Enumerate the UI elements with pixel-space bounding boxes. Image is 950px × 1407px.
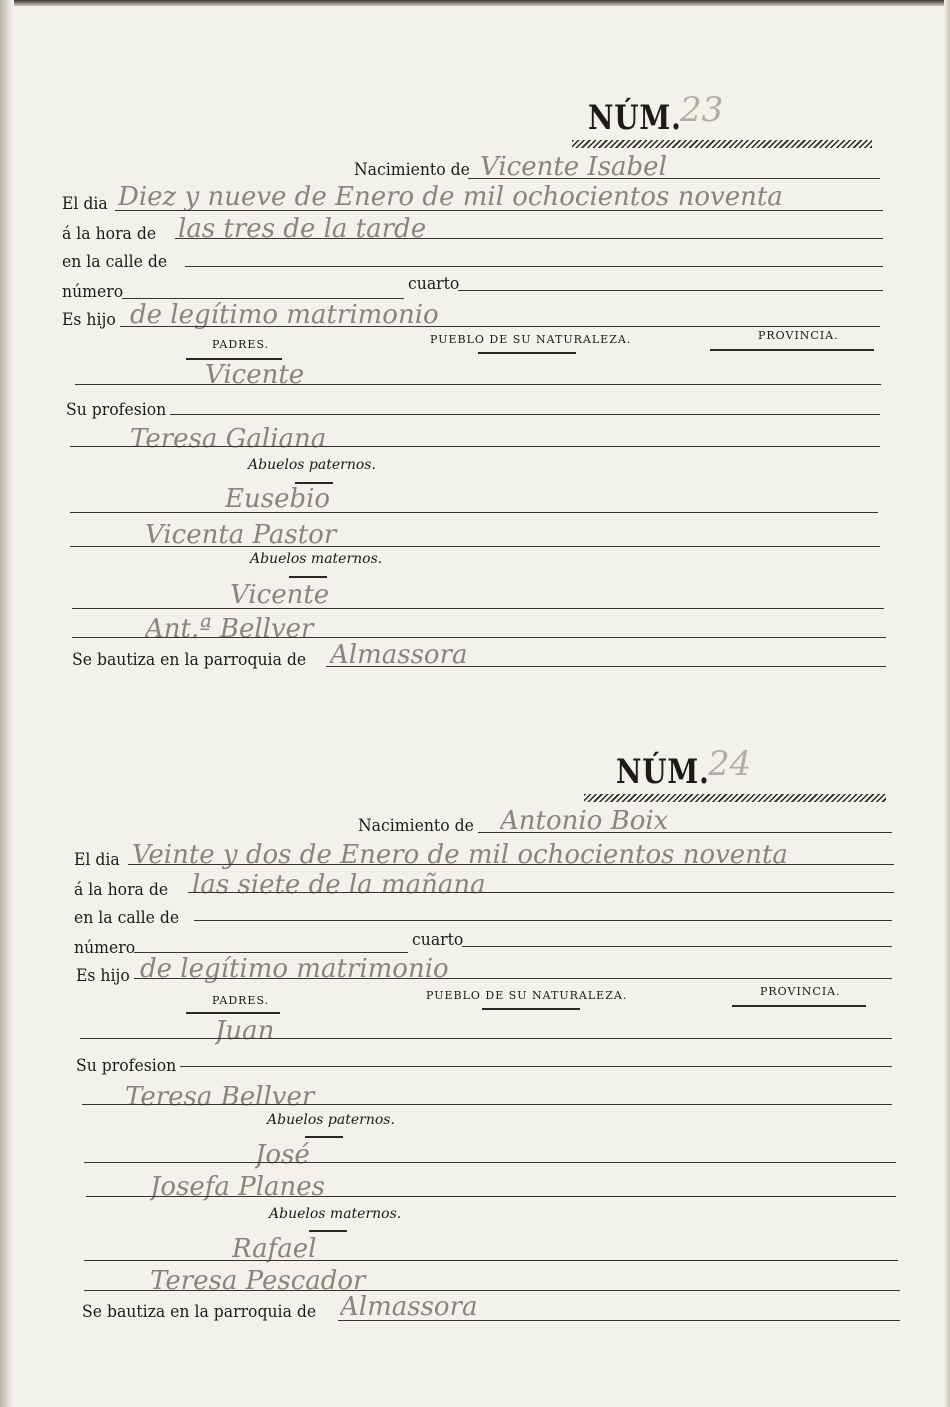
pueblo-header: PUEBLO DE SU NATURALEZA.	[430, 333, 632, 346]
num-value: 23	[680, 90, 724, 130]
es-hijo-value: de legítimo matrimonio	[140, 954, 449, 984]
dia-label: El dia	[62, 194, 108, 214]
abuelo-materno-1-line	[84, 1260, 898, 1261]
padres-underline	[186, 1012, 280, 1014]
abuelo-materno-1-value: Vicente	[230, 580, 330, 610]
dia-value: Diez y nueve de Enero de mil ochocientos noventa	[118, 182, 783, 212]
nacimiento-value: Antonio Boix	[500, 806, 669, 836]
abuelo-materno-2-value: Teresa Pescador	[150, 1266, 366, 1296]
abuelo-paterno-2-value: Vicenta Pastor	[145, 520, 337, 550]
abuelos-maternos-underline	[289, 576, 327, 578]
abuelo-paterno-2-value: Josefa Planes	[150, 1172, 325, 1202]
parroquia-label: Se bautiza en la parroquia de	[72, 650, 307, 670]
calle-line	[194, 920, 892, 921]
nacimiento-label: Nacimiento de	[354, 160, 470, 180]
hora-label: á la hora de	[74, 880, 169, 900]
pueblo-header: PUEBLO DE SU NATURALEZA.	[426, 989, 628, 1002]
abuelos-maternos-label: Abuelos maternos.	[250, 551, 383, 567]
numero-label: número	[74, 938, 136, 958]
numero-line	[122, 298, 404, 299]
abuelo-materno-2-line	[84, 1290, 900, 1291]
entry-number	[616, 744, 752, 792]
provincia-underline	[732, 1005, 866, 1007]
abuelo-materno-2-line	[72, 637, 886, 638]
abuelo-paterno-2-line	[70, 546, 880, 547]
num-value: 24	[708, 744, 752, 784]
abuelo-paterno-1-line	[84, 1162, 896, 1163]
padre-value: Juan	[215, 1016, 275, 1046]
dia-line	[128, 864, 894, 865]
hora-value: las siete de la mañana	[192, 870, 486, 900]
madre-line	[82, 1104, 892, 1105]
hora-value: las tres de la tarde	[178, 214, 427, 244]
calle-label: en la calle de	[74, 908, 180, 928]
es-hijo-label: Es hijo	[76, 966, 130, 986]
abuelos-maternos-underline	[309, 1230, 347, 1232]
padre-line	[75, 384, 881, 385]
num-ornament	[584, 794, 886, 802]
num-label: NÚM.	[588, 98, 682, 138]
nacimiento-value: Vicente Isabel	[480, 152, 667, 182]
abuelos-maternos-label: Abuelos maternos.	[269, 1206, 402, 1222]
abuelo-paterno-2-line	[86, 1196, 896, 1197]
es-hijo-line	[120, 326, 880, 327]
nacimiento-line	[478, 832, 892, 833]
nacimiento-line	[468, 178, 880, 179]
hora-line	[188, 892, 894, 893]
es-hijo-value: de legítimo matrimonio	[130, 300, 439, 330]
num-label: NÚM.	[616, 752, 710, 792]
hora-line	[175, 238, 883, 239]
provincia-header: PROVINCIA.	[758, 329, 839, 342]
provincia-header: PROVINCIA.	[760, 985, 841, 998]
es-hijo-label: Es hijo	[62, 310, 116, 330]
madre-value: Teresa Galiana	[130, 424, 327, 454]
profesion-label: Su profesion	[66, 400, 167, 420]
parroquia-label: Se bautiza en la parroquia de	[82, 1302, 317, 1322]
abuelos-paternos-label: Abuelos paternos.	[267, 1112, 395, 1128]
num-ornament	[572, 140, 872, 148]
cuarto-line	[458, 290, 883, 291]
profesion-line	[180, 1066, 892, 1067]
padre-line	[80, 1038, 892, 1039]
hora-label: á la hora de	[62, 224, 157, 244]
entry-number	[588, 90, 724, 138]
dia-label: El dia	[74, 850, 120, 870]
pueblo-underline	[478, 352, 576, 354]
provincia-underline	[710, 349, 874, 351]
numero-label: número	[62, 282, 124, 302]
nacimiento-label: Nacimiento de	[358, 816, 474, 836]
profesion-line	[170, 414, 880, 415]
es-hijo-line	[134, 978, 892, 979]
pueblo-underline	[482, 1008, 580, 1010]
calle-line	[185, 266, 883, 267]
numero-line	[134, 952, 408, 953]
abuelo-materno-1-value: Rafael	[232, 1234, 317, 1264]
dia-line	[115, 210, 883, 211]
dia-value: Veinte y dos de Enero de mil ochocientos noventa	[132, 840, 788, 870]
padre-value: Vicente	[205, 360, 305, 390]
padres-header: PADRES.	[212, 338, 270, 351]
cuarto-label: cuarto	[412, 930, 464, 950]
cuarto-line	[462, 946, 892, 947]
calle-label: en la calle de	[62, 252, 168, 272]
cuarto-label: cuarto	[408, 274, 460, 294]
madre-value: Teresa Bellver	[125, 1082, 315, 1112]
parroquia-line	[338, 1320, 900, 1321]
abuelos-paternos-label: Abuelos paternos.	[248, 457, 376, 473]
abuelo-materno-1-line	[72, 608, 884, 609]
parroquia-value: Almassora	[340, 1292, 478, 1322]
padres-header: PADRES.	[212, 994, 270, 1007]
abuelo-paterno-1-value: Eusebio	[225, 484, 331, 514]
birth-entry	[0, 0, 950, 670]
abuelo-paterno-1-line	[70, 512, 878, 513]
birth-entry	[0, 656, 950, 1322]
profesion-label: Su profesion	[76, 1056, 177, 1076]
parroquia-value: Almassora	[330, 640, 468, 670]
abuelo-paterno-1-value: José	[255, 1140, 310, 1170]
abuelo-materno-2-value: Ant.ª Bellver	[145, 614, 314, 644]
abuelos-paternos-underline	[305, 1136, 343, 1138]
madre-line	[70, 446, 880, 447]
